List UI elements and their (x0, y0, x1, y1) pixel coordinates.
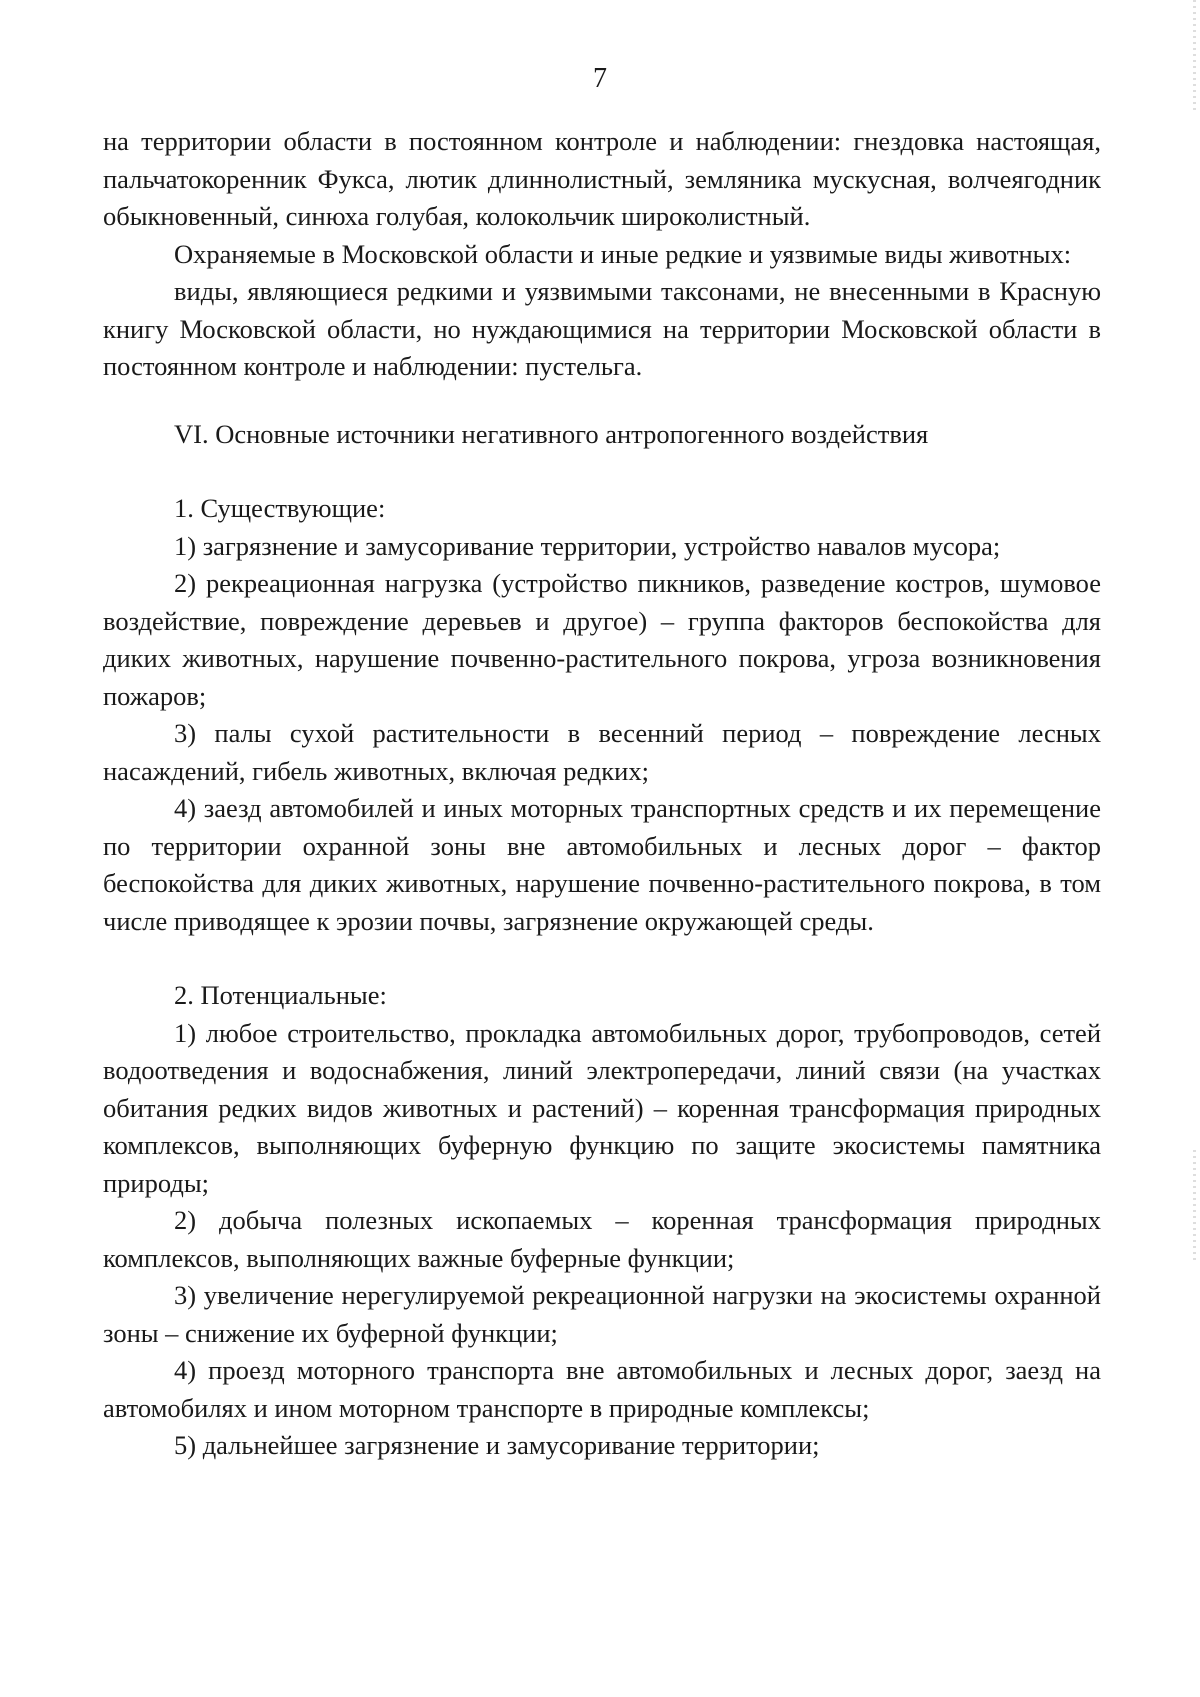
paragraph-protected-animals-intro: Охраняемые в Московской области и иные редкие и уязвимые виды животных: (174, 238, 1072, 269)
section-heading: VI. Основные источники негативного антропогенного воздействия (174, 418, 929, 449)
list-item: 2) добыча полезных ископаемых – коренная трансформация природных комплексов, выполняющих важные буферные функции; (103, 1205, 1101, 1273)
list-item: 5) дальнейшее загрязнение и замусоривание территории; (174, 1430, 820, 1460)
paragraph-protected-animals-list: виды, являющиеся редкими и уязвимыми таксонами, не внесенными в Красную книгу Московской области, но нуждающимися на территории Московской области в постоянном контроле и наблюдении: пустельга. (103, 276, 1101, 381)
existing-sources-title: 1. Существующие: (174, 493, 386, 523)
list-item: 3) палы сухой растительности в весенний период – повреждение лесных насаждений, гибель животных, включая редких; (103, 718, 1101, 786)
potential-sources-title: 2. Потенциальные: (174, 980, 387, 1010)
list-item: 4) заезд автомобилей и иных моторных транспортных средств и их перемещение по территории охранной зоны вне автомобильных и лесных дорог – фактор беспокойства для диких животных, нарушение почвенно-растительного покрова, в том числе приводящее к эрозии почвы, загрязнение окружающей среды. (103, 793, 1101, 936)
scan-edge-artifact (1193, 0, 1196, 110)
paragraph-protected-plants-continued: на территории области в постоянном контроле и наблюдении: гнездовка настоящая, пальчатокоренник Фукса, лютик длиннолистный, земляника мускусная, волчеягодник обыкновенный, синюха голубая, колокольчик широколистный. (103, 126, 1101, 231)
list-item: 1) любое строительство, прокладка автомобильных дорог, трубопроводов, сетей водоотведения и водоснабжения, линий электропередачи, линий связи (на участках обитания редких видов животных и растений) – коренная трансформация природных комплексов, выполняющих буферную функцию по защите экосистемы памятника природы; (103, 1017, 1101, 1198)
scan-edge-artifact (1193, 1150, 1196, 1260)
list-item: 3) увеличение нерегулируемой рекреационной нагрузки на экосистемы охранной зоны – снижение их буферной функции; (103, 1280, 1101, 1348)
list-item: 4) проезд моторного транспорта вне автомобильных и лесных дорог, заезд на автомобилях и ином моторном транспорте в природные комплексы; (103, 1355, 1101, 1423)
list-item: 2) рекреационная нагрузка (устройство пикников, разведение костров, шумовое воздействие, повреждение деревьев и другое) – группа факторов беспокойства для диких животных, нарушение почвенно-растительного покрова, угроза возникновения пожаров; (103, 568, 1101, 711)
list-item: 1) загрязнение и замусоривание территории, устройство навалов мусора; (174, 530, 1001, 561)
document-body (103, 123, 1101, 1465)
page-number: 7 (593, 63, 607, 94)
